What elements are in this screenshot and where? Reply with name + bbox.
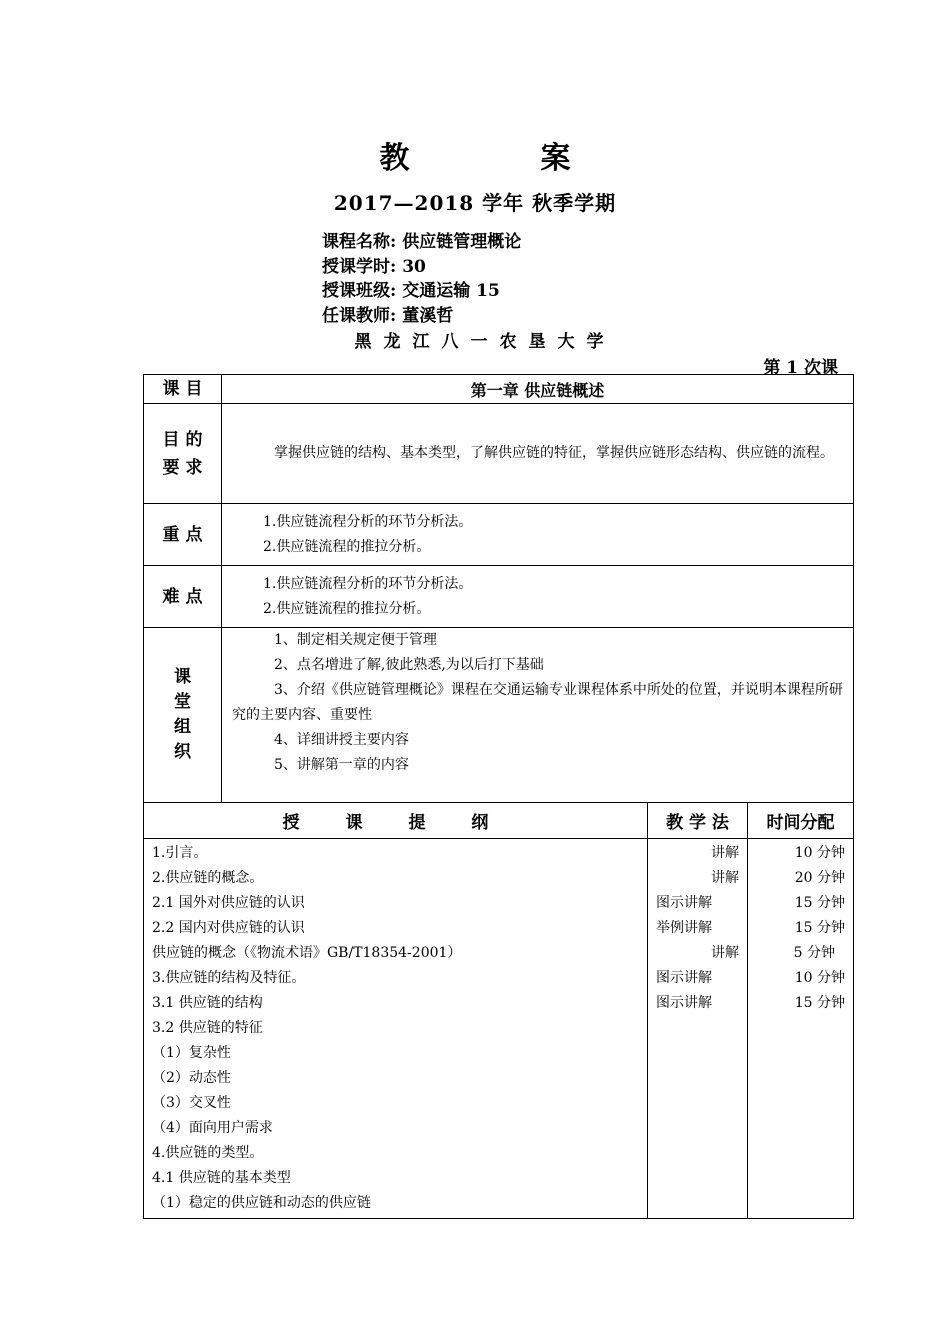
lesson-plan-table (143, 374, 854, 1219)
outline-item: 3.供应链的结构及特征。 (152, 970, 306, 986)
time-item: 10 分钟 (794, 970, 845, 986)
org-label-char-4: 织 (174, 742, 191, 762)
class-organization-cell (222, 628, 854, 803)
outline-item: （1）复杂性 (152, 1045, 231, 1061)
outline-item: 4.供应链的类型。 (152, 1145, 264, 1161)
outline-cell (144, 839, 648, 1219)
course-teacher: 任课教师: 董溪哲 (322, 306, 454, 326)
outline-header: 授 课 提 纲 (144, 803, 648, 839)
outline-item: 4.1 供应链的基本类型 (152, 1170, 291, 1186)
topic-label: 课 目 (144, 375, 222, 404)
outline-body-row (144, 839, 854, 1219)
org-label-char-2: 堂 (174, 692, 191, 712)
objective-label-line-2: 要 求 (162, 457, 203, 478)
method-item: 图示讲解 (656, 970, 712, 986)
outline-item: 供应链的概念（《物流术语》GB/T18354-2001） (152, 945, 462, 961)
time-item: 10 分钟 (794, 845, 845, 861)
org-label-char-1: 课 (174, 667, 191, 687)
outline-item: 1.引言。 (152, 845, 208, 861)
course-hours: 授课学时: 30 (322, 257, 426, 277)
time-item: 15 分钟 (794, 895, 845, 911)
difficult-points-label: 难 点 (144, 566, 222, 628)
time-cell (748, 839, 854, 1219)
time-item: 5 分钟 (793, 945, 835, 961)
objective-row (144, 404, 854, 504)
title-char-2: 案 (540, 141, 571, 176)
method-item: 图示讲解 (656, 995, 712, 1011)
outline-item: （3）交叉性 (152, 1095, 231, 1111)
method-item: 讲解 (711, 845, 739, 861)
key-point-1: 1.供应链流程分析的环节分析法。 (263, 513, 473, 530)
key-points-row (144, 504, 854, 566)
key-points-cell (222, 504, 854, 566)
class-organization-row (144, 628, 854, 803)
time-item: 20 分钟 (794, 870, 845, 886)
document-title (0, 133, 950, 177)
org-item-2: 2、点名增进了解,彼此熟悉,为以后打下基础 (274, 657, 544, 673)
org-label-char-3: 组 (174, 717, 191, 737)
method-item: 讲解 (711, 945, 739, 961)
topic-value: 第一章 供应链概述 (222, 375, 854, 404)
method-header: 教 学 法 (648, 803, 748, 839)
term-subtitle: 2017—2018 学年 秋季学期 (333, 191, 617, 215)
objective-text: 掌握供应链的结构、基本类型，了解供应链的特征，掌握供应链形态结构、供应链的流程。 (274, 445, 834, 461)
outline-item: （4）面向用户需求 (152, 1120, 273, 1136)
university-name: 黑龙江八一农垦大学 (354, 332, 616, 352)
key-points-label: 重 点 (144, 504, 222, 566)
org-item-3: 3、介绍《供应链管理概论》课程在交通运输专业课程体系中所处的位置，并说明本课程所研究的主要内容、重要性 (232, 682, 843, 723)
course-name: 课程名称: 供应链管理概论 (322, 232, 522, 252)
difficult-points-cell (222, 566, 854, 628)
objective-label (144, 404, 222, 504)
org-item-4: 4、详细讲授主要内容 (274, 732, 409, 748)
outline-item: 3.1 供应链的结构 (152, 995, 263, 1011)
method-cell (648, 839, 748, 1219)
key-point-2: 2.供应链流程的推拉分析。 (263, 538, 431, 555)
outline-item: （1）稳定的供应链和动态的供应链 (152, 1195, 371, 1211)
org-item-1: 1、制定相关规定便于管理 (274, 632, 437, 648)
difficult-points-row (144, 566, 854, 628)
difficult-point-2: 2.供应链流程的推拉分析。 (263, 600, 431, 617)
outline-item: 2.2 国内对供应链的认识 (152, 920, 305, 936)
outline-header-row (144, 803, 854, 839)
method-item: 举例讲解 (656, 920, 712, 936)
outline-item: （2）动态性 (152, 1070, 231, 1086)
objective-label-line-1: 目 的 (162, 429, 203, 450)
topic-row (144, 375, 854, 404)
outline-item: 2.1 国外对供应链的认识 (152, 895, 305, 911)
outline-item: 3.2 供应链的特征 (152, 1020, 263, 1036)
difficult-point-1: 1.供应链流程分析的环节分析法。 (263, 575, 473, 592)
method-item: 图示讲解 (656, 895, 712, 911)
org-item-5: 5、讲解第一章的内容 (274, 757, 409, 773)
objective-cell (222, 404, 854, 504)
course-class: 授课班级: 交通运输 15 (322, 281, 500, 301)
time-item: 15 分钟 (794, 995, 845, 1011)
method-item: 讲解 (711, 870, 739, 886)
time-item: 15 分钟 (794, 920, 845, 936)
title-char-1: 教 (379, 141, 410, 176)
lesson-number: 第 1 次课 (763, 358, 838, 378)
outline-item: 2.供应链的概念。 (152, 870, 264, 886)
time-header: 时间分配 (748, 803, 854, 839)
class-organization-label (144, 628, 222, 803)
